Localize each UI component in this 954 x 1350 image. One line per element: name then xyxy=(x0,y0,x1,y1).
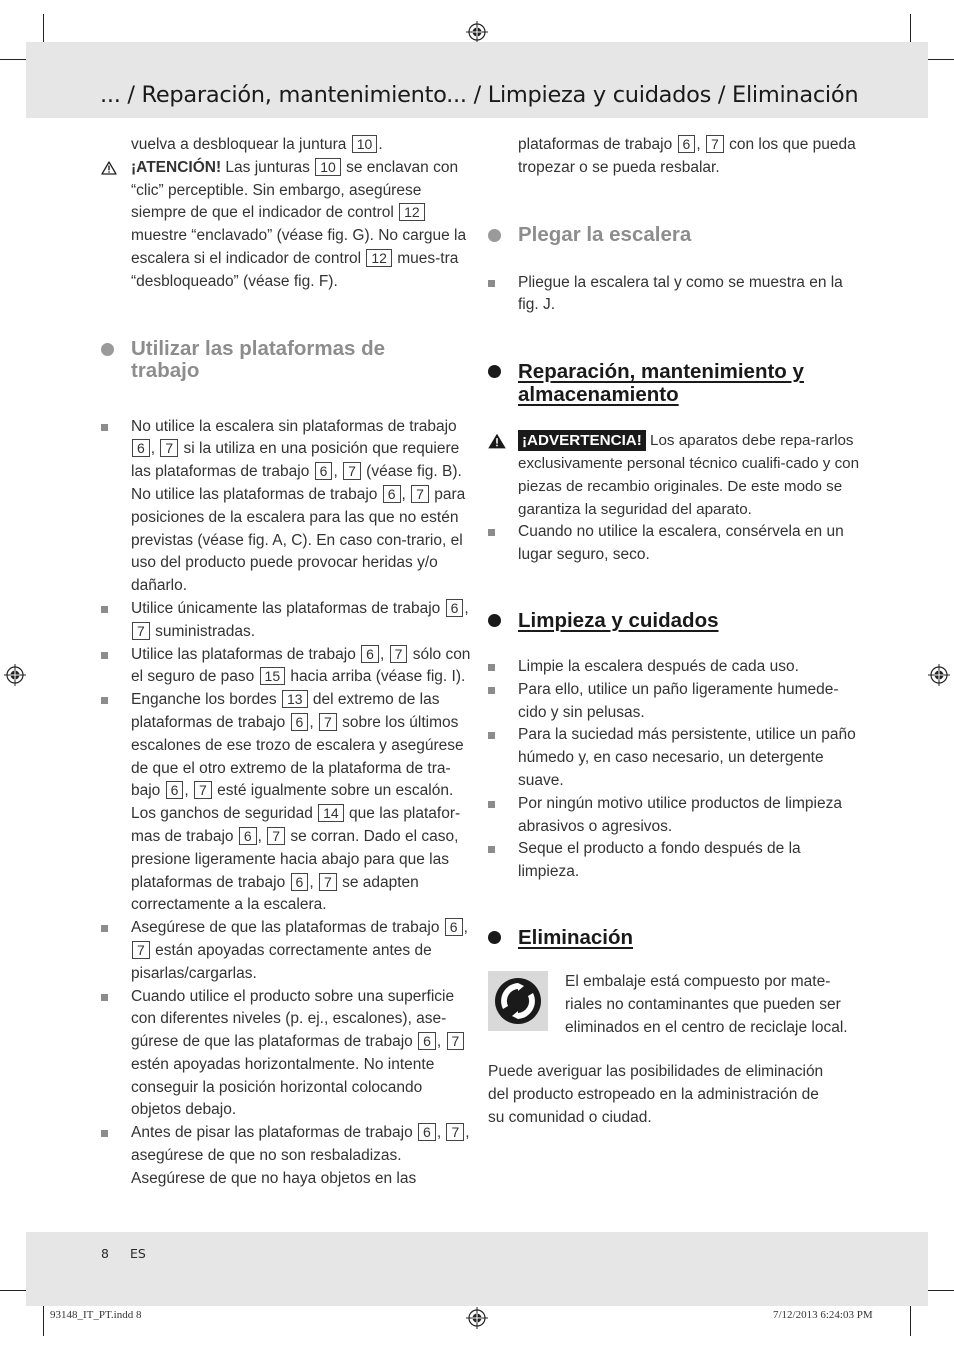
ref-box: 7 xyxy=(446,1123,464,1141)
page-title: ... / Reparación, mantenimiento... / Limpieza y cuidados / Eliminación xyxy=(100,82,859,108)
ref-box: 7 xyxy=(706,135,724,153)
ref-box: 7 xyxy=(319,713,337,731)
bullet-dot-icon xyxy=(101,343,114,356)
bullet-dot-icon xyxy=(488,931,501,944)
registration-mark-icon xyxy=(4,664,26,686)
registration-mark-icon xyxy=(466,21,488,43)
ref-box: 6 xyxy=(291,713,309,731)
list-item: No utilice la escalera sin plataformas de trabajo 6 , 7 si la utiliza en una posición que requiere las plataformas de trabajo 6 , 7 (véase fig. B). No utilice las plataformas de trabajo 6 , 7 para posiciones de la escalera para las que no estén previstas (véase fig. A, C). En caso con-trario, el uso del producto puede provocar heridas y/o dañarlo. xyxy=(131,416,476,598)
square-bullet-icon xyxy=(101,925,108,932)
ref-box: 7 xyxy=(194,781,212,799)
list-item: Para ello, utilice un paño ligeramente humede-cido y sin pelusas. xyxy=(518,679,863,725)
disposal-paragraph: Puede averiguar las posibilidades de eliminación del producto estropeado en la administración de su comunidad o ciudad. xyxy=(488,1063,824,1126)
cleaning-list xyxy=(518,656,863,884)
ref-box: 6 xyxy=(239,827,257,845)
warning-notice: ¡ADVERTENCIA! Los aparatos debe repa-rarlos exclusivamente personal técnico cualifi-cado y con piezas de recambio originales. De este modo se garantiza la seguridad del aparato. xyxy=(518,430,863,521)
list-item: Antes de pisar las plataformas de trabajo 6 , 7 , asegúrese de que no son resbaladizas. Asegúrese de que no haya objetos en las xyxy=(131,1122,476,1190)
square-bullet-icon xyxy=(488,687,495,694)
section-heading: Limpieza y cuidados xyxy=(518,609,863,632)
square-bullet-icon xyxy=(101,652,108,659)
ref-box: 6 xyxy=(315,462,333,480)
square-bullet-icon xyxy=(101,424,108,431)
section-heading: Plegar la escalera xyxy=(518,224,863,246)
ref-box: 7 xyxy=(132,941,150,959)
ref-box: 14 xyxy=(318,804,344,822)
ref-box: 7 xyxy=(390,645,408,663)
ref-box: 7 xyxy=(319,873,337,891)
ref-box: 15 xyxy=(260,667,286,685)
ref-box: 10 xyxy=(315,158,341,176)
ref-box: 6 xyxy=(678,135,696,153)
square-bullet-icon xyxy=(488,846,495,853)
square-bullet-icon xyxy=(101,606,108,613)
packaging-block: El embalaje está compuesto por mate-riales no contaminantes que pueden ser eliminados en el centro de reciclaje local. xyxy=(518,971,863,1039)
ref-box: 7 xyxy=(447,1032,465,1050)
list-item: Limpie la escalera después de cada uso. xyxy=(518,656,863,679)
ref-box: 7 xyxy=(343,462,361,480)
ref-box: 7 xyxy=(411,485,429,503)
section-heading: Utilizar las plataformas de trabajo xyxy=(131,338,401,382)
attention-label: ¡ATENCIÓN! xyxy=(131,158,222,176)
ref-box: 7 xyxy=(160,439,178,457)
ref-box: 10 xyxy=(352,135,378,153)
square-bullet-icon xyxy=(488,280,495,287)
list-item: Cuando utilice el producto sobre una superficie con diferentes niveles (p. ej., escalones), ase-gúrese de que las plataformas de trabajo 6 , 7 estén apoyadas horizontalmente. No intente conseguir la posición horizontal colocando objetos debajo. xyxy=(131,986,476,1123)
ref-box: 13 xyxy=(282,690,308,708)
footer-band xyxy=(26,1232,928,1306)
list-item: Utilice las plataformas de trabajo 6 , 7 sólo con el seguro de paso 15 hacia arriba (véase fig. I). xyxy=(131,644,476,690)
left-column xyxy=(131,134,476,1191)
square-bullet-icon xyxy=(488,801,495,808)
ref-box: 7 xyxy=(267,827,285,845)
warning-triangle-icon xyxy=(488,433,506,449)
crop-mark xyxy=(43,1304,44,1336)
list-item: Asegúrese de que las plataformas de trabajo 6 , 7 están apoyadas correctamente antes de pisarlas/cargarlas. xyxy=(131,917,476,985)
crop-mark xyxy=(910,1304,911,1336)
bullet-dot-icon xyxy=(488,229,501,242)
ref-box: 6 xyxy=(132,439,150,457)
registration-mark-icon xyxy=(928,664,950,686)
square-bullet-icon xyxy=(488,732,495,739)
ref-box: 12 xyxy=(366,249,392,267)
right-column xyxy=(488,134,863,1130)
continued-paragraph: plataformas de trabajo 6 , 7 con los que pueda tropezar o se pueda resbalar. xyxy=(518,136,856,176)
slug-datetime: 7/12/2013 6:24:03 PM xyxy=(773,1309,873,1321)
square-bullet-icon xyxy=(101,697,108,704)
ref-box: 6 xyxy=(445,918,463,936)
ref-box: 6 xyxy=(418,1032,436,1050)
page-number: 8 xyxy=(101,1246,109,1261)
warning-triangle-icon xyxy=(101,161,117,175)
list-item: Para la suciedad más persistente, utilice un paño húmedo y, en caso necesario, un detergente suave. xyxy=(518,724,863,792)
list-item: Seque el producto a fondo después de la limpieza. xyxy=(518,838,863,884)
green-dot-recycle-icon xyxy=(488,971,548,1031)
list-item: Pliegue la escalera tal y como se muestra en la fig. J. xyxy=(518,272,863,318)
ref-box: 6 xyxy=(418,1123,436,1141)
square-bullet-icon xyxy=(488,529,495,536)
section-heading: Eliminación xyxy=(518,926,863,949)
square-bullet-icon xyxy=(101,1130,108,1137)
ref-box: 6 xyxy=(291,873,309,891)
slug-file: 93148_IT_PT.indd 8 xyxy=(50,1309,142,1321)
warning-badge: ¡ADVERTENCIA! xyxy=(518,430,646,451)
attention-notice: ¡ATENCIÓN! Las junturas 10 se enclavan con “clic” perceptible. Sin embargo, asegúrese siempre de que el indicador de control 12 muestre “enclavado” (véase fig. G). No cargue la escalera si el indicador de control 12 mues-tra “desbloqueado” (véase fig. F). xyxy=(131,157,476,294)
registration-mark-icon xyxy=(466,1307,488,1329)
ref-box: 6 xyxy=(166,781,184,799)
ref-box: 6 xyxy=(383,485,401,503)
recycle-logo xyxy=(488,971,548,1031)
ref-box: 6 xyxy=(361,645,379,663)
ref-box: 7 xyxy=(132,622,150,640)
section-heading: Reparación, mantenimiento y almacenamiento xyxy=(518,360,863,406)
intro-paragraph: vuelva a desbloquear la juntura 10 . xyxy=(131,136,383,153)
square-bullet-icon xyxy=(488,664,495,671)
list-item: Enganche los bordes 13 del extremo de las plataformas de trabajo 6 , 7 sobre los últimos escalones de ese trozo de escalera y asegúrese de que el otro extremo de la plataforma de tra-bajo 6 , 7 esté igualmente sobre un escalón. Los ganchos de seguridad 14 que las platafor-mas de trabajo 6 , 7 se corran. Dado el caso, presione ligeramente hacia abajo para que las plataformas de trabajo 6 , 7 se adapten correctamente a la escalera. xyxy=(131,689,476,917)
list-item: Por ningún motivo utilice productos de limpieza abrasivos o agresivos. xyxy=(518,793,863,839)
ref-box: 12 xyxy=(399,203,425,221)
bullet-dot-icon xyxy=(488,614,501,627)
list-item: Cuando no utilice la escalera, consérvela en un lugar seguro, seco. xyxy=(518,521,863,567)
ref-box: 6 xyxy=(446,599,464,617)
square-bullet-icon xyxy=(101,994,108,1001)
language-code: ES xyxy=(130,1246,146,1261)
list-item: Utilice únicamente las plataformas de trabajo 6 , 7 suministradas. xyxy=(131,598,476,644)
bullet-dot-icon xyxy=(488,365,501,378)
